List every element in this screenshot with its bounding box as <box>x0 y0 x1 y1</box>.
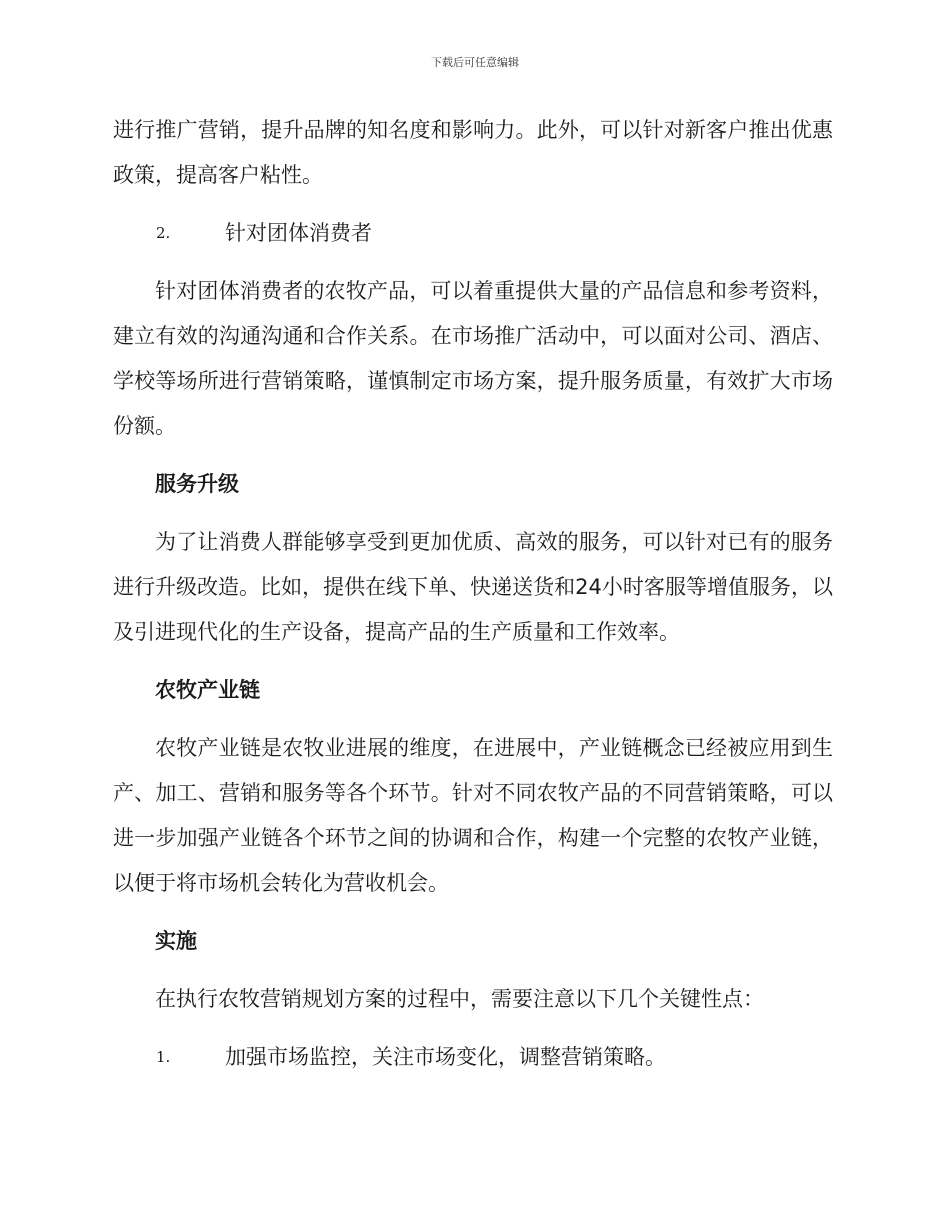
list-number: 2. <box>156 224 171 242</box>
paragraph-industry-chain: 农牧产业链是农牧业进展的维度，在进展中，产业链概念已经被应用到生产、加工、营销和服务等各个环节。针对不同农牧产品的不同营销策略，可以进一步加强产业链各个环节之间的协调和合作，构建一个完整的农牧产业链，以便于将市场机会转化为营收机会。 <box>113 736 833 895</box>
document-body <box>113 108 833 1093</box>
list-item-group-consumers <box>113 211 833 256</box>
paragraph-service-upgrade: 为了让消费人群能够享受到更加优质、高效的服务，可以针对已有的服务进行升级改造。比如，提供在线下单、快递送货和24小时客服等增值服务，以及引进现代化的生产设备，提高产品的生产质量和工作效率。 <box>113 530 833 644</box>
paragraph-group-consumers: 针对团体消费者的农牧产品，可以着重提供大量的产品信息和参考资料，建立有效的沟通沟通和合作关系。在市场推广活动中，可以面对公司、酒店、学校等场所进行营销策略，谨慎制定市场方案，提升服务质量，有效扩大市场份额。 <box>113 279 833 438</box>
list-item-monitoring <box>113 1035 833 1080</box>
list-text: 加强市场监控，关注市场变化，调整营销策略。 <box>225 1045 666 1069</box>
paragraph-implementation: 在执行农牧营销规划方案的过程中，需要注意以下几个关键性点： <box>155 987 764 1011</box>
heading-industry-chain: 农牧产业链 <box>155 678 260 702</box>
heading-implementation: 实施 <box>155 929 197 953</box>
heading-service-upgrade: 服务升级 <box>155 472 239 496</box>
list-text: 针对团体消费者 <box>225 221 372 245</box>
list-number: 1. <box>156 1048 171 1066</box>
page-header: 下载后可任意编辑 <box>431 56 519 69</box>
paragraph-promotion: 进行推广营销，提升品牌的知名度和影响力。此外，可以针对新客户推出优惠政策，提高客户粘性。 <box>113 118 833 187</box>
